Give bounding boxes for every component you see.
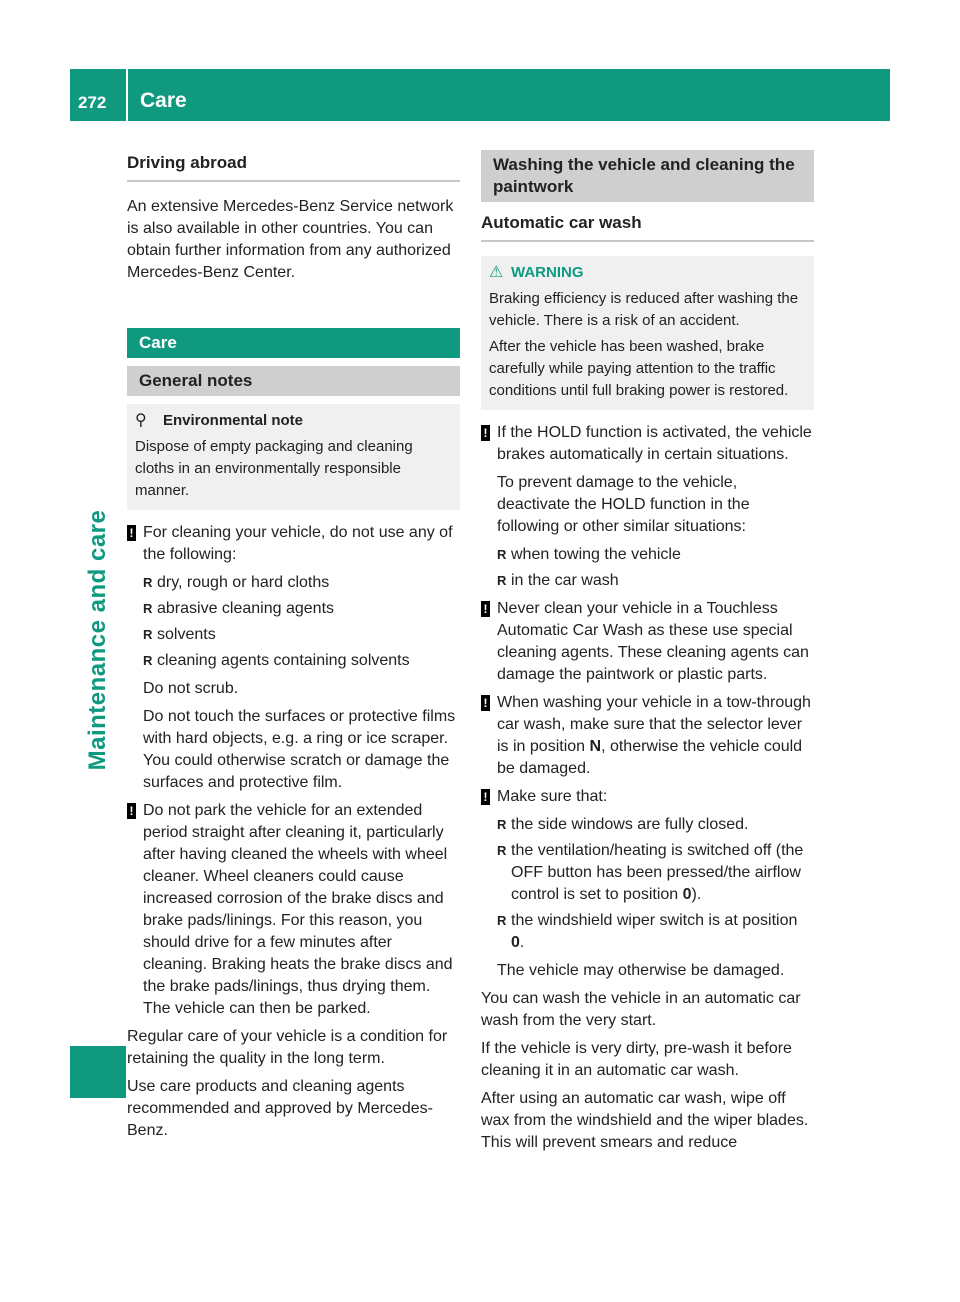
caution-make-sure (481, 786, 814, 808)
list-item: R abrasive cleaning agents (143, 598, 460, 620)
caution-hold-text-2: To prevent damage to the vehicle, deactivate the HOLD function in the following or other similar situations: (497, 474, 750, 535)
driving-abroad-text: An extensive Mercedes-Benz Service network is also available in other countries. You can obtain further information from any authorized Mercedes-Benz Center. (127, 198, 454, 281)
list-item: R the side windows are fully closed. (497, 814, 814, 836)
header-divider (126, 69, 128, 121)
regular-care-text: Regular care of your vehicle is a condition for retaining the quality in the long term. (127, 1028, 448, 1067)
caution-cleaning (127, 522, 460, 566)
side-tab-block (70, 1046, 126, 1098)
car-wash-text-2: If the vehicle is very dirty, pre-wash it before cleaning it in an automatic car wash. (481, 1040, 792, 1079)
warning-text-2: After the vehicle has been washed, brake carefully while paying attention to the traffic conditions until full braking power is restored. (489, 338, 789, 399)
page-number: 272 (78, 93, 107, 112)
make-sure-after: The vehicle may otherwise be damaged. (497, 962, 785, 979)
exclamation-icon: ! (481, 695, 490, 711)
exclamation-icon: ! (481, 789, 490, 805)
caution-touchless-text: Never clean your vehicle in a Touchless Automatic Car Wash as these use special cleaning agents. These cleaning agents can damage the paintwork or plastic parts. (497, 600, 809, 683)
exclamation-icon: ! (481, 601, 490, 617)
car-wash-text-3: After using an automatic car wash, wipe off wax from the windshield and the wiper blades. This will prevent smears and reduce (481, 1090, 809, 1151)
page-header-bar (70, 69, 890, 121)
lightbulb-icon: ⚲ (135, 412, 147, 429)
care-section-heading: Care (127, 328, 460, 358)
hold-situations-list (481, 544, 814, 592)
warning-text-1: Braking efficiency is reduced after washing the vehicle. There is a risk of an accident. (489, 290, 799, 329)
list-item: R the ventilation/heating is switched off (the OFF button has been pressed/the airflow control is set to position 0). (497, 840, 814, 906)
exclamation-icon: ! (481, 425, 490, 441)
environmental-note-title: Environmental note (163, 412, 304, 429)
care-products-text: Use care products and cleaning agents recommended and approved by Mercedes-Benz. (127, 1078, 433, 1139)
caution-surfaces: Do not touch the surfaces or protective films with hard objects, e.g. a ring or ice scraper. You could otherwise scratch or damage the surfaces and protective film. (143, 708, 456, 791)
left-column (127, 150, 460, 1148)
warning-box (481, 256, 814, 410)
cleaning-avoid-list (127, 572, 460, 672)
warning-title: WARNING (511, 264, 584, 281)
exclamation-icon: ! (127, 803, 136, 819)
list-item: R the windshield wiper switch is at position 0. (497, 910, 814, 954)
caution-tow-through: ! When washing your vehicle in a tow-through car wash, make sure that the selector lever is in position N, otherwise the vehicle could be damaged. (481, 692, 814, 780)
list-item: R in the car wash (497, 570, 814, 592)
automatic-car-wash-heading: Automatic car wash (481, 210, 814, 242)
caution-parking-text: Do not park the vehicle for an extended period straight after cleaning it, particularly after having cleaned the wheels with wheel cleaner. Wheel cleaners could cause increased corrosion of the brake discs and brake pads/linings. For this reason, you should drive for a few minutes after cleaning. Braking heats the brake discs and the brake pads/linings, thus drying them. The vehicle can then be parked. (143, 802, 453, 1017)
caution-parking (127, 800, 460, 1020)
warning-triangle-icon: ⚠ (489, 264, 504, 281)
page-title: Care (140, 89, 187, 112)
selector-position-value: N (589, 738, 602, 755)
caution-hold (481, 422, 814, 538)
make-sure-intro: Make sure that: (497, 788, 608, 805)
car-wash-text-1: You can wash the vehicle in an automatic car wash from the very start. (481, 990, 801, 1029)
driving-abroad-heading: Driving abroad (127, 150, 460, 182)
right-column (481, 150, 814, 1160)
environmental-note-text: Dispose of empty packaging and cleaning cloths in an environmentally responsible manner. (135, 438, 413, 499)
list-item: R when towing the vehicle (497, 544, 814, 566)
caution-scrub: Do not scrub. (143, 680, 239, 697)
make-sure-list (481, 814, 814, 954)
caution-cleaning-intro: For cleaning your vehicle, do not use any of the following: (143, 524, 453, 563)
exclamation-icon: ! (127, 525, 136, 541)
list-item: R solvents (143, 624, 460, 646)
environmental-note (127, 404, 460, 510)
caution-touchless (481, 598, 814, 686)
side-tab-label: Maintenance and care (84, 509, 111, 771)
general-notes-heading: General notes (127, 366, 460, 396)
list-item: R cleaning agents containing solvents (143, 650, 460, 672)
washing-section-heading: Washing the vehicle and cleaning the paintwork (481, 150, 814, 202)
list-item: R dry, rough or hard cloths (143, 572, 460, 594)
caution-hold-text-1: If the HOLD function is activated, the vehicle brakes automatically in certain situations. (497, 424, 812, 463)
